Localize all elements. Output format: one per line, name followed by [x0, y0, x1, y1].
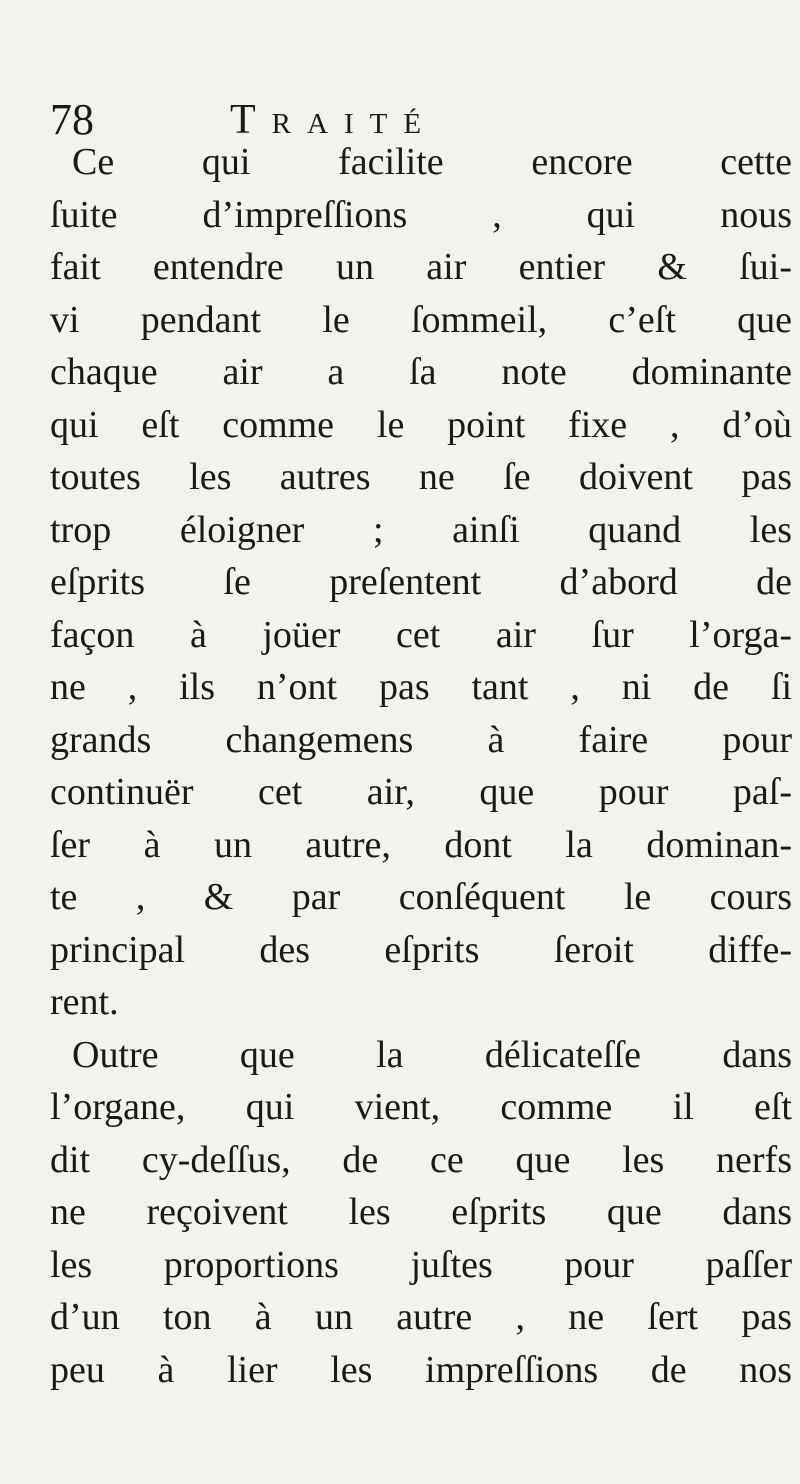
text-line: continuër cet air, que pour paſ-	[50, 771, 792, 813]
text-line: grands changemens à faire pour	[50, 718, 792, 761]
text-line: dit cy-deſſus, de ce que les nerfs	[50, 1138, 792, 1181]
text-line: te , & par conſéquent le cours	[50, 876, 792, 918]
text-line: toutes les autres ne ſe doivent pas	[50, 456, 792, 498]
text-line: ne reçoivent les eſprits que dans	[50, 1191, 792, 1233]
body-text	[50, 136, 792, 1396]
text-line: fait entendre un air entier & ſui-	[50, 246, 792, 288]
text-line: qui eſt comme le point fixe , d’où	[50, 403, 792, 446]
text-line: d’un ton à un autre , ne ſert pas	[50, 1296, 792, 1338]
text-line: vi pendant le ſommeil, c’eſt que	[50, 298, 792, 341]
running-title: Traité	[230, 97, 438, 143]
text-line: rent.	[50, 981, 119, 1023]
text-line: chaque air a ſa note dominante	[50, 351, 792, 393]
text-line: l’organe, qui vient, comme il eſt	[50, 1086, 792, 1128]
text-line: ſer à un autre, dont la dominan-	[50, 823, 792, 866]
text-line: principal des eſprits ſeroit diffe-	[50, 928, 792, 971]
text-line: ſuite d’impreſſions , qui nous	[50, 193, 792, 236]
page-number: 78	[50, 95, 94, 144]
text-line: façon à joüer cet air ſur l’orga-	[50, 613, 792, 656]
text-line: eſprits ſe preſentent d’abord de	[50, 561, 792, 603]
text-line: peu à lier les impreſſions de nos	[50, 1348, 792, 1391]
text-line: Outre que la délicateſſe dans	[72, 1033, 792, 1076]
text-line: ne , ils n’ont pas tant , ni de ſi	[50, 666, 792, 708]
text-line: trop éloigner ; ainſi quand les	[50, 508, 792, 551]
text-line: les proportions juſtes pour paſſer	[50, 1243, 792, 1286]
text-line: Ce qui facilite encore cette	[72, 141, 792, 183]
